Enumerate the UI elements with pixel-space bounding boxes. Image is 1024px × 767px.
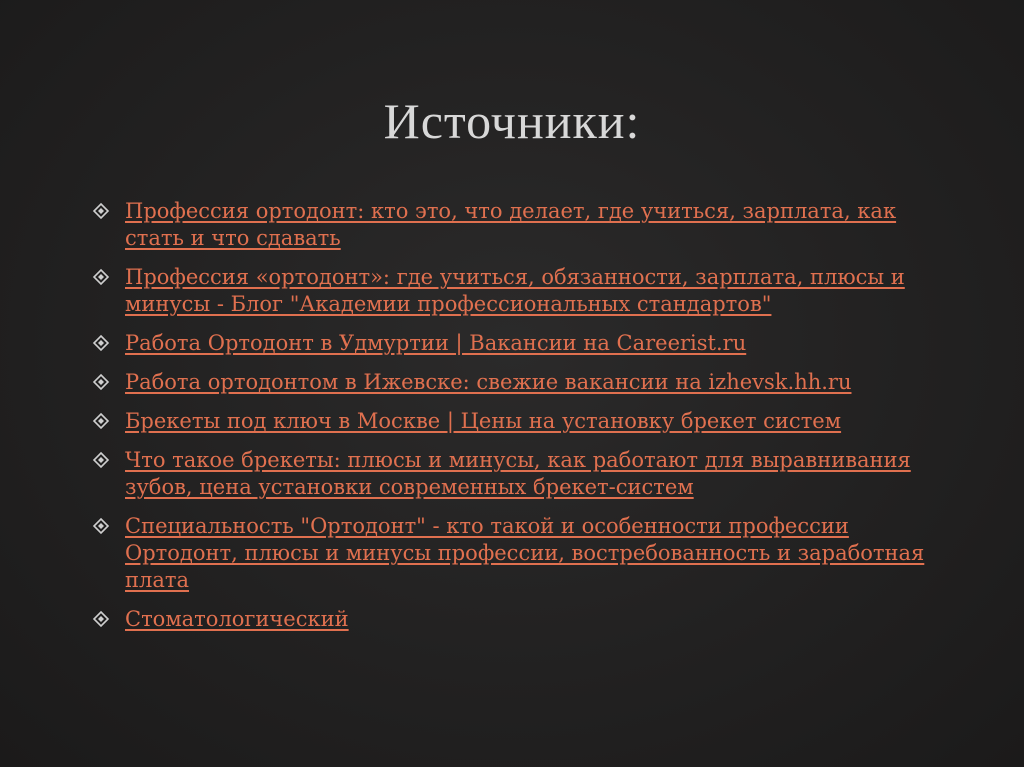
source-item	[92, 330, 942, 357]
slide-title: Источники:	[383, 93, 641, 149]
diamond-bullet-icon	[92, 373, 110, 391]
source-link[interactable]: Работа ортодонтом в Ижевске: свежие вакансии на izhevsk.hh.ru	[125, 370, 852, 394]
source-link[interactable]: Специальность "Ортодонт" - кто такой и особенности профессии Ортодонт, плюсы и минусы профессии, востребованность и заработная плата	[125, 514, 925, 592]
source-item	[92, 264, 942, 318]
diamond-bullet-icon	[92, 202, 110, 220]
diamond-bullet-icon	[92, 412, 110, 430]
sources-list	[92, 198, 942, 645]
source-link[interactable]: Что такое брекеты: плюсы и минусы, как работают для выравнивания зубов, цена установки современных брекет-систем	[125, 448, 911, 499]
source-item	[92, 447, 942, 501]
diamond-bullet-icon	[92, 451, 110, 469]
diamond-bullet-icon	[92, 268, 110, 286]
source-item	[92, 513, 942, 594]
source-item	[92, 198, 942, 252]
source-link[interactable]: Профессия «ортодонт»: где учиться, обязанности, зарплата, плюсы и минусы - Блог "Академии профессиональных стандартов"	[125, 265, 905, 316]
source-item	[92, 408, 942, 435]
source-link[interactable]: Работа Ортодонт в Удмуртии | Вакансии на Careerist.ru	[125, 331, 747, 355]
diamond-bullet-icon	[92, 517, 110, 535]
source-link[interactable]: Брекеты под ключ в Москве | Цены на установку брекет систем	[125, 409, 842, 433]
source-item	[92, 369, 942, 396]
source-item	[92, 606, 942, 633]
source-link[interactable]: Стоматологический	[125, 607, 349, 631]
diamond-bullet-icon	[92, 334, 110, 352]
source-link[interactable]: Профессия ортодонт: кто это, что делает, где учиться, зарплата, как стать и что сдавать	[125, 199, 897, 250]
diamond-bullet-icon	[92, 610, 110, 628]
